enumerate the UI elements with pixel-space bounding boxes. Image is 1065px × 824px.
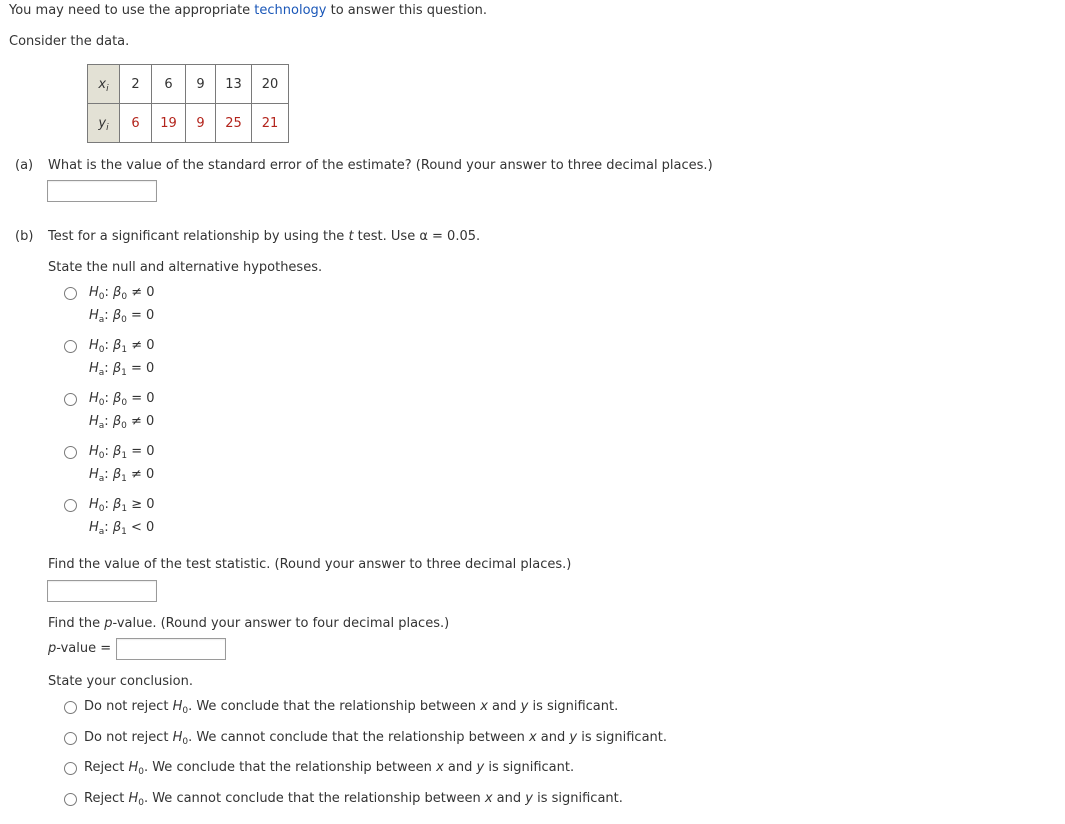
p-value-prompt: Find the p-value. (Round your answer to four decimal places.) (48, 616, 450, 631)
x-cell: 2 (120, 65, 152, 104)
conclusion-radio-3[interactable] (64, 762, 77, 775)
x-cell: 6 (152, 65, 186, 104)
conclusion-radio-2[interactable] (64, 732, 77, 745)
y-cell: 21 (252, 104, 289, 143)
x-cell: 9 (186, 65, 216, 104)
consider-text: Consider the data. (9, 34, 130, 49)
hypothesis-1-h0: $H_0$: $\beta_0 \ne 0$ (89, 285, 155, 302)
p-value-label: p-value = (48, 641, 112, 656)
hypothesis-radio-4[interactable] (64, 446, 77, 459)
conclusion-option-2: Do not reject $H_0$. We cannot conclude that the relationship between x and y is significant. (84, 730, 668, 747)
conclusion-radio-1[interactable] (64, 701, 77, 714)
row-header-y: $y_i$ (88, 104, 120, 143)
part-b-label: (b) (15, 229, 34, 244)
intro-text (9, 3, 487, 18)
test-statistic-input[interactable] (47, 580, 157, 602)
hypothesis-radio-2[interactable] (64, 340, 77, 353)
hypothesis-2-h0: $H_0$: $\beta_1 \ne 0$ (89, 338, 155, 355)
x-cell: 13 (216, 65, 252, 104)
hypothesis-2-ha: $H_a$: $\beta_1 = 0$ (89, 361, 155, 378)
y-cell: 25 (216, 104, 252, 143)
data-table (87, 64, 289, 143)
hypothesis-radio-3[interactable] (64, 393, 77, 406)
y-cell: 6 (120, 104, 152, 143)
test-statistic-prompt: Find the value of the test statistic. (Round your answer to three decimal places.) (48, 557, 572, 572)
intro-suffix: to answer this question. (326, 3, 488, 18)
technology-link[interactable]: technology (254, 3, 327, 18)
hypothesis-4-ha: $H_a$: $\beta_1 \ne 0$ (89, 467, 155, 484)
table-row-x (88, 65, 289, 104)
conclusion-prompt: State your conclusion. (48, 674, 193, 689)
y-cell: 19 (152, 104, 186, 143)
hypothesis-4-h0: $H_0$: $\beta_1 = 0$ (89, 444, 155, 461)
hypothesis-radio-5[interactable] (64, 499, 77, 512)
y-cell: 9 (186, 104, 216, 143)
standard-error-input[interactable] (47, 180, 157, 202)
conclusion-option-3: Reject $H_0$. We conclude that the relationship between x and y is significant. (84, 760, 575, 777)
p-value-input[interactable] (116, 638, 226, 660)
table-row-y (88, 104, 289, 143)
hypothesis-radio-1[interactable] (64, 287, 77, 300)
hypothesis-5-h0: $H_0$: $\beta_1 \ge 0$ (89, 497, 155, 514)
hypothesis-3-ha: $H_a$: $\beta_0 \ne 0$ (89, 414, 155, 431)
part-b-question: Test for a significant relationship by using the t test. Use α = 0.05. (48, 229, 481, 244)
conclusion-option-4: Reject $H_0$. We cannot conclude that the relationship between x and y is significant. (84, 791, 623, 808)
part-a-label: (a) (15, 158, 34, 173)
conclusion-radio-4[interactable] (64, 793, 77, 806)
part-a-question: What is the value of the standard error of the estimate? (Round your answer to three decimal places.) (48, 158, 713, 173)
hypothesis-3-h0: $H_0$: $\beta_0 = 0$ (89, 391, 155, 408)
x-cell: 20 (252, 65, 289, 104)
intro-prefix: You may need to use the appropriate (9, 3, 255, 18)
hypothesis-5-ha: $H_a$: $\beta_1 < 0$ (89, 520, 155, 537)
hypotheses-prompt: State the null and alternative hypotheses. (48, 260, 323, 275)
row-header-x: $x_i$ (88, 65, 120, 104)
hypothesis-1-ha: $H_a$: $\beta_0 = 0$ (89, 308, 155, 325)
conclusion-option-1: Do not reject $H_0$. We conclude that the relationship between x and y is significant. (84, 699, 619, 716)
